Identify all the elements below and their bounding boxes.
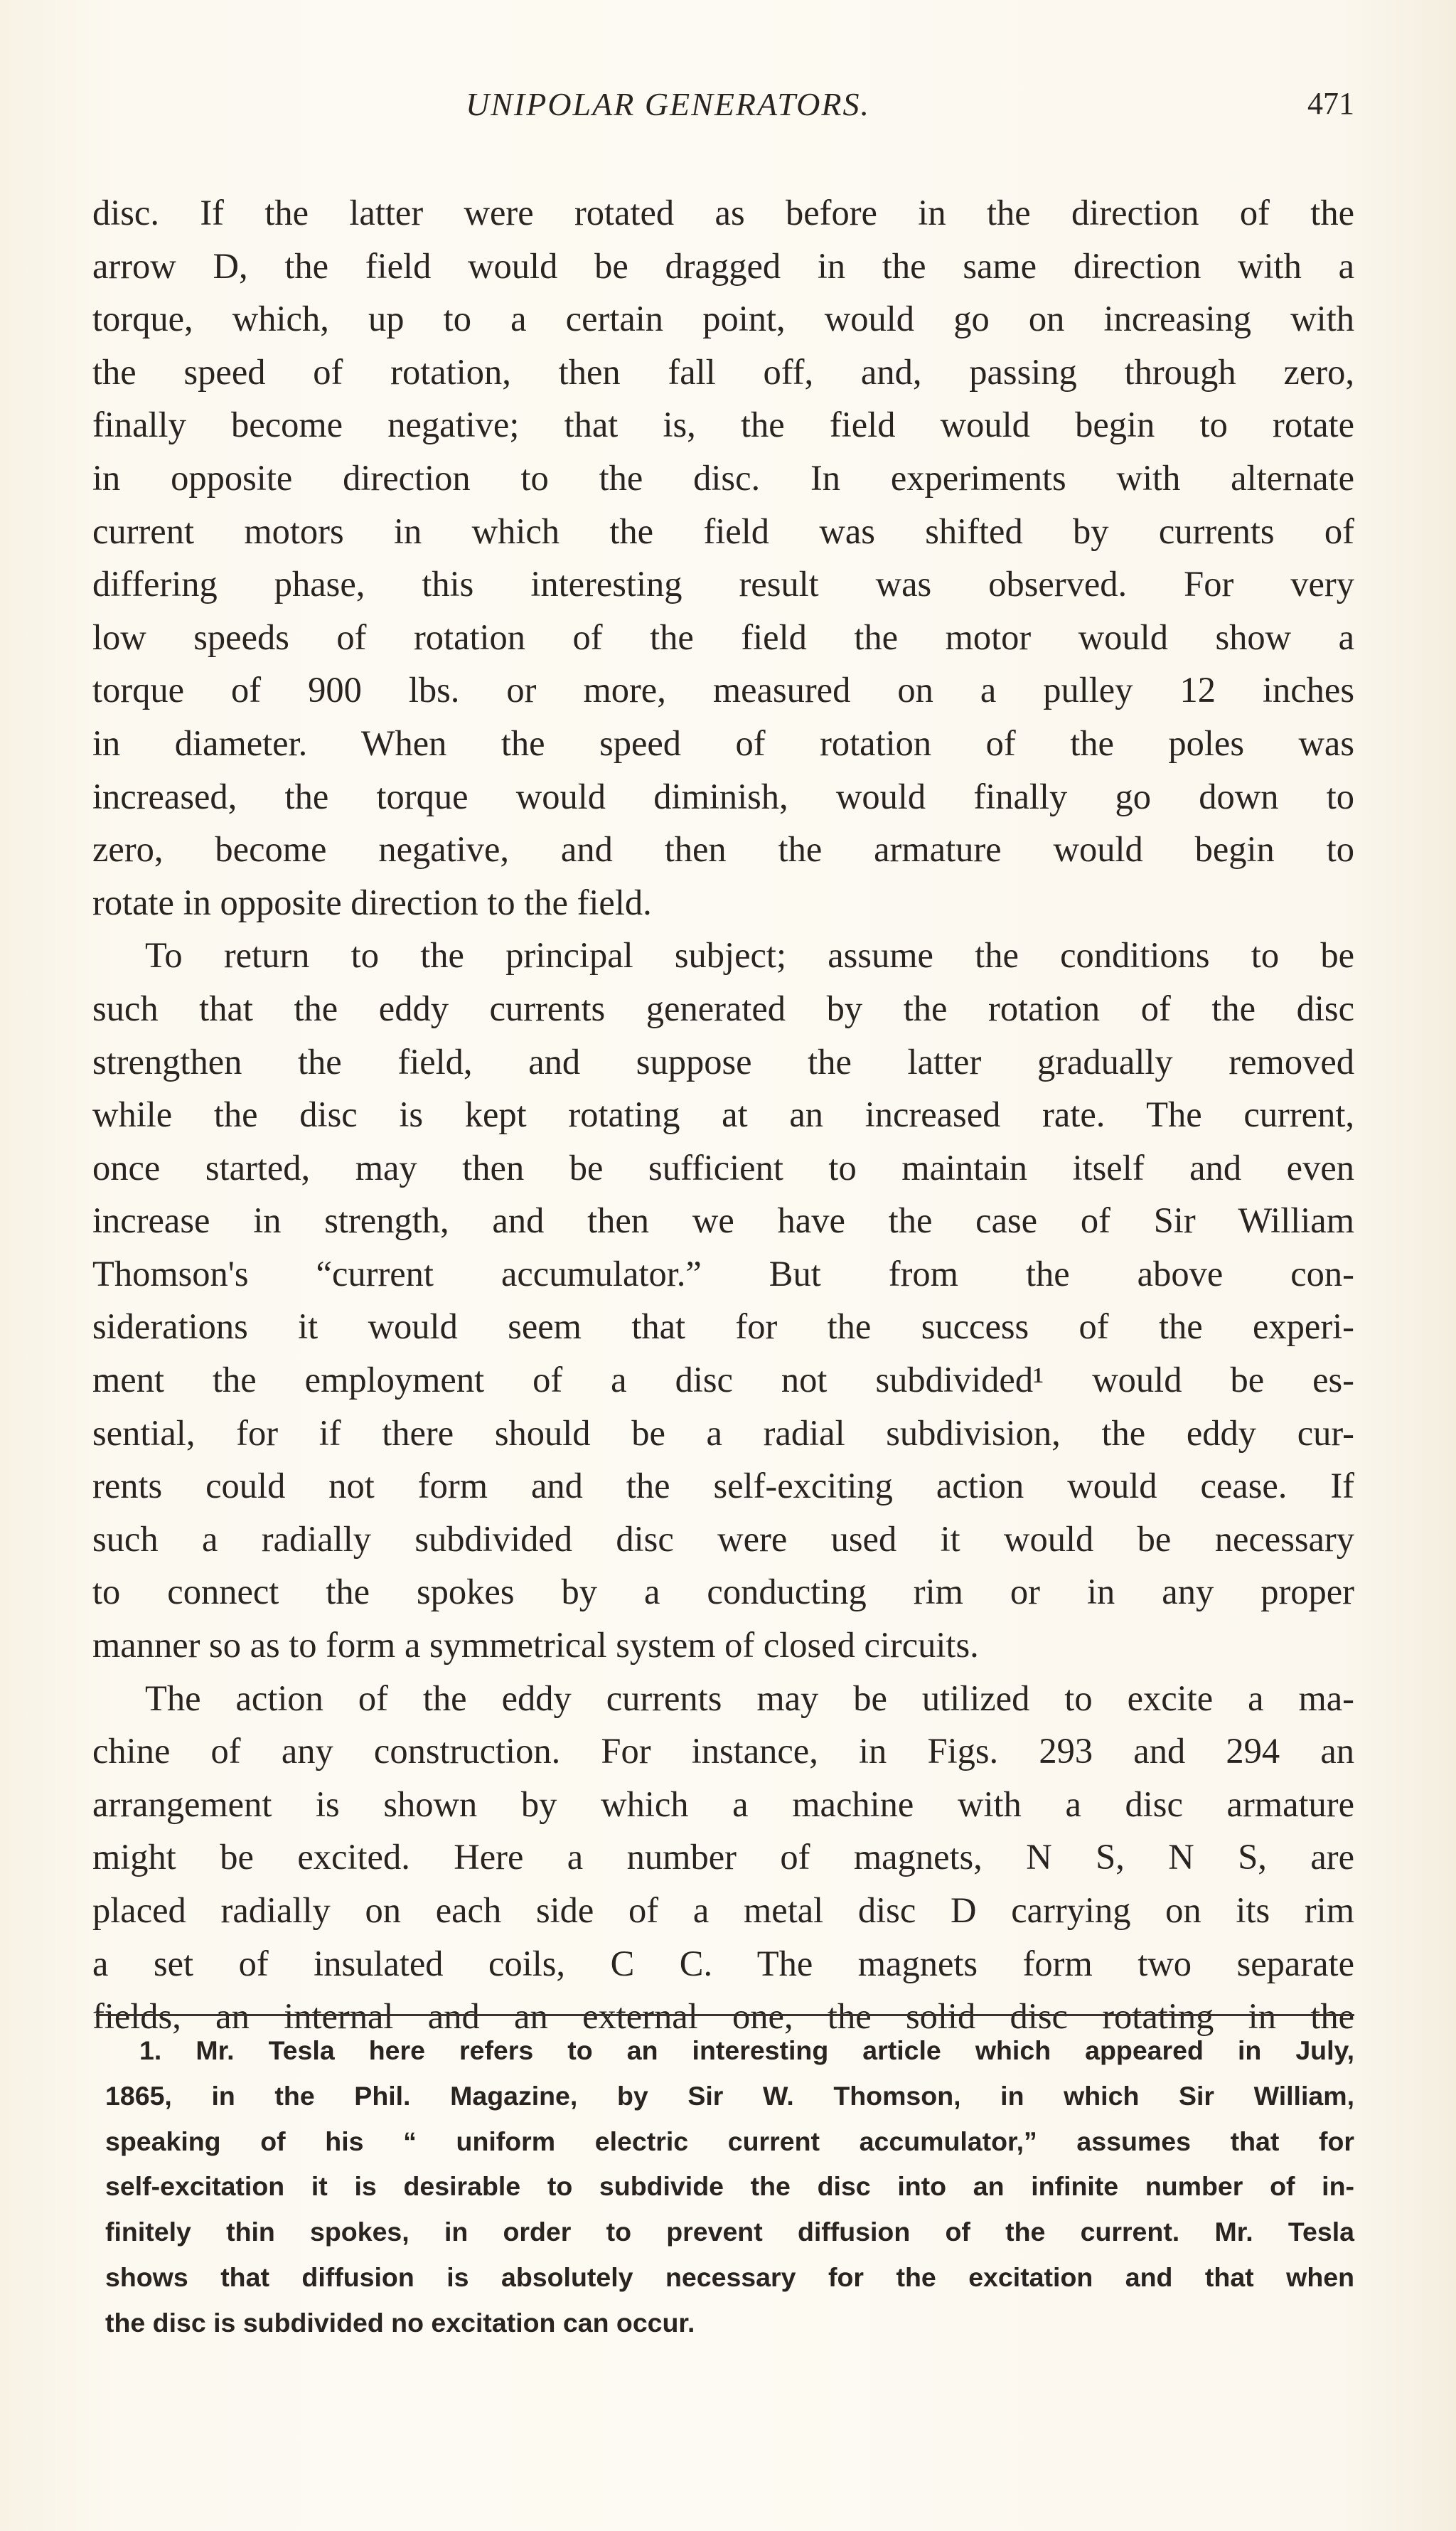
footnote-divider — [96, 2014, 1354, 2016]
text-line: rotate in opposite direction to the field. — [92, 882, 652, 922]
text-line: siderations it would seem that for the success of the experi- — [92, 1306, 1354, 1347]
footnote — [105, 2028, 1354, 2346]
text-line: arrangement is shown by which a machine with a disc armature — [92, 1784, 1354, 1824]
paragraph-start-line: To return to the principal subject; assume the conditions to be — [145, 935, 1354, 976]
text-line: in opposite direction to the disc. In experiments with alternate — [92, 457, 1354, 498]
text-line: chine of any construction. For instance, in Figs. 293 and 294 an — [92, 1731, 1354, 1771]
main-text — [92, 186, 1354, 2043]
text-line: once started, may then be sufficient to maintain itself and even — [92, 1147, 1354, 1188]
text-line: such that the eddy currents generated by the rotation of the disc — [92, 988, 1354, 1028]
text-line: to connect the spokes by a conducting rim or in any proper — [92, 1572, 1354, 1612]
text-line: while the disc is kept rotating at an increased rate. The current, — [92, 1094, 1354, 1135]
text-line: fields, an internal and an external one, the solid disc rotating in the — [92, 1996, 1354, 2037]
page-header — [92, 85, 1354, 135]
text-line: sential, for if there should be a radial subdivision, the eddy cur- — [92, 1412, 1354, 1453]
text-line: rents could not form and the self-exciting action would cease. If — [92, 1466, 1354, 1506]
footnote-line: self-excitation it is desirable to subdivide the disc into an infinite number of in- — [105, 2171, 1354, 2202]
text-line: a set of insulated coils, C C. The magnets form two separate — [92, 1943, 1354, 1983]
text-line: the speed of rotation, then fall off, and, passing through zero, — [92, 351, 1354, 392]
text-line: ment the employment of a disc not subdivided¹ would be es- — [92, 1360, 1354, 1400]
footnote-line: shows that diffusion is absolutely necessary for the excitation and that when — [105, 2261, 1354, 2292]
footnote-line: finitely thin spokes, in order to prevent diffusion of the current. Mr. Tesla — [105, 2217, 1354, 2247]
text-line: such a radially subdivided disc were used it would be necessary — [92, 1518, 1354, 1559]
text-line: arrow D, the field would be dragged in the same direction with a — [92, 245, 1354, 286]
text-line: disc. If the latter were rotated as before in the direction of the — [92, 193, 1354, 233]
text-line: differing phase, this interesting result was observed. For very — [92, 564, 1354, 604]
text-line: increase in strength, and then we have the case of Sir William — [92, 1200, 1354, 1241]
text-line: current motors in which the field was shifted by currents of — [92, 511, 1354, 551]
text-line: low speeds of rotation of the field the motor would show a — [92, 617, 1354, 657]
text-line: torque of 900 lbs. or more, measured on a pulley 12 inches — [92, 670, 1354, 710]
footnote-line: the disc is subdivided no excitation can occur. — [105, 2307, 695, 2338]
paragraph-start-line: The action of the eddy currents may be utilized to excite a ma- — [145, 1678, 1354, 1718]
text-line: manner so as to form a symmetrical system of closed circuits. — [92, 1625, 979, 1666]
text-line: zero, become negative, and then the armature would begin to — [92, 829, 1354, 870]
text-line: strengthen the field, and suppose the latter gradually removed — [92, 1041, 1354, 1082]
text-line: placed radially on each side of a metal disc D carrying on its rim — [92, 1890, 1354, 1930]
running-title: UNIPOLAR GENERATORS. — [466, 86, 870, 122]
text-line: finally become negative; that is, the field would begin to rotate — [92, 405, 1354, 445]
text-line: might be excited. Here a number of magnets, N S, N S, are — [92, 1837, 1354, 1877]
text-line: Thomson's “current accumulator.” But from the above con- — [92, 1253, 1354, 1294]
footnote-line: speaking of his “ uniform electric current accumulator,” assumes that for — [105, 2126, 1354, 2156]
text-line: in diameter. When the speed of rotation of the poles was — [92, 723, 1354, 763]
page-number: 471 — [1307, 86, 1354, 121]
footnote-line: 1865, in the Phil. Magazine, by Sir W. Thomson, in which Sir William, — [105, 2080, 1354, 2111]
footnote-line: 1. Mr. Tesla here refers to an interesting article which appeared in July, — [139, 2035, 1354, 2065]
text-line: increased, the torque would diminish, would finally go down to — [92, 776, 1354, 816]
text-line: torque, which, up to a certain point, would go on increasing with — [92, 299, 1354, 339]
